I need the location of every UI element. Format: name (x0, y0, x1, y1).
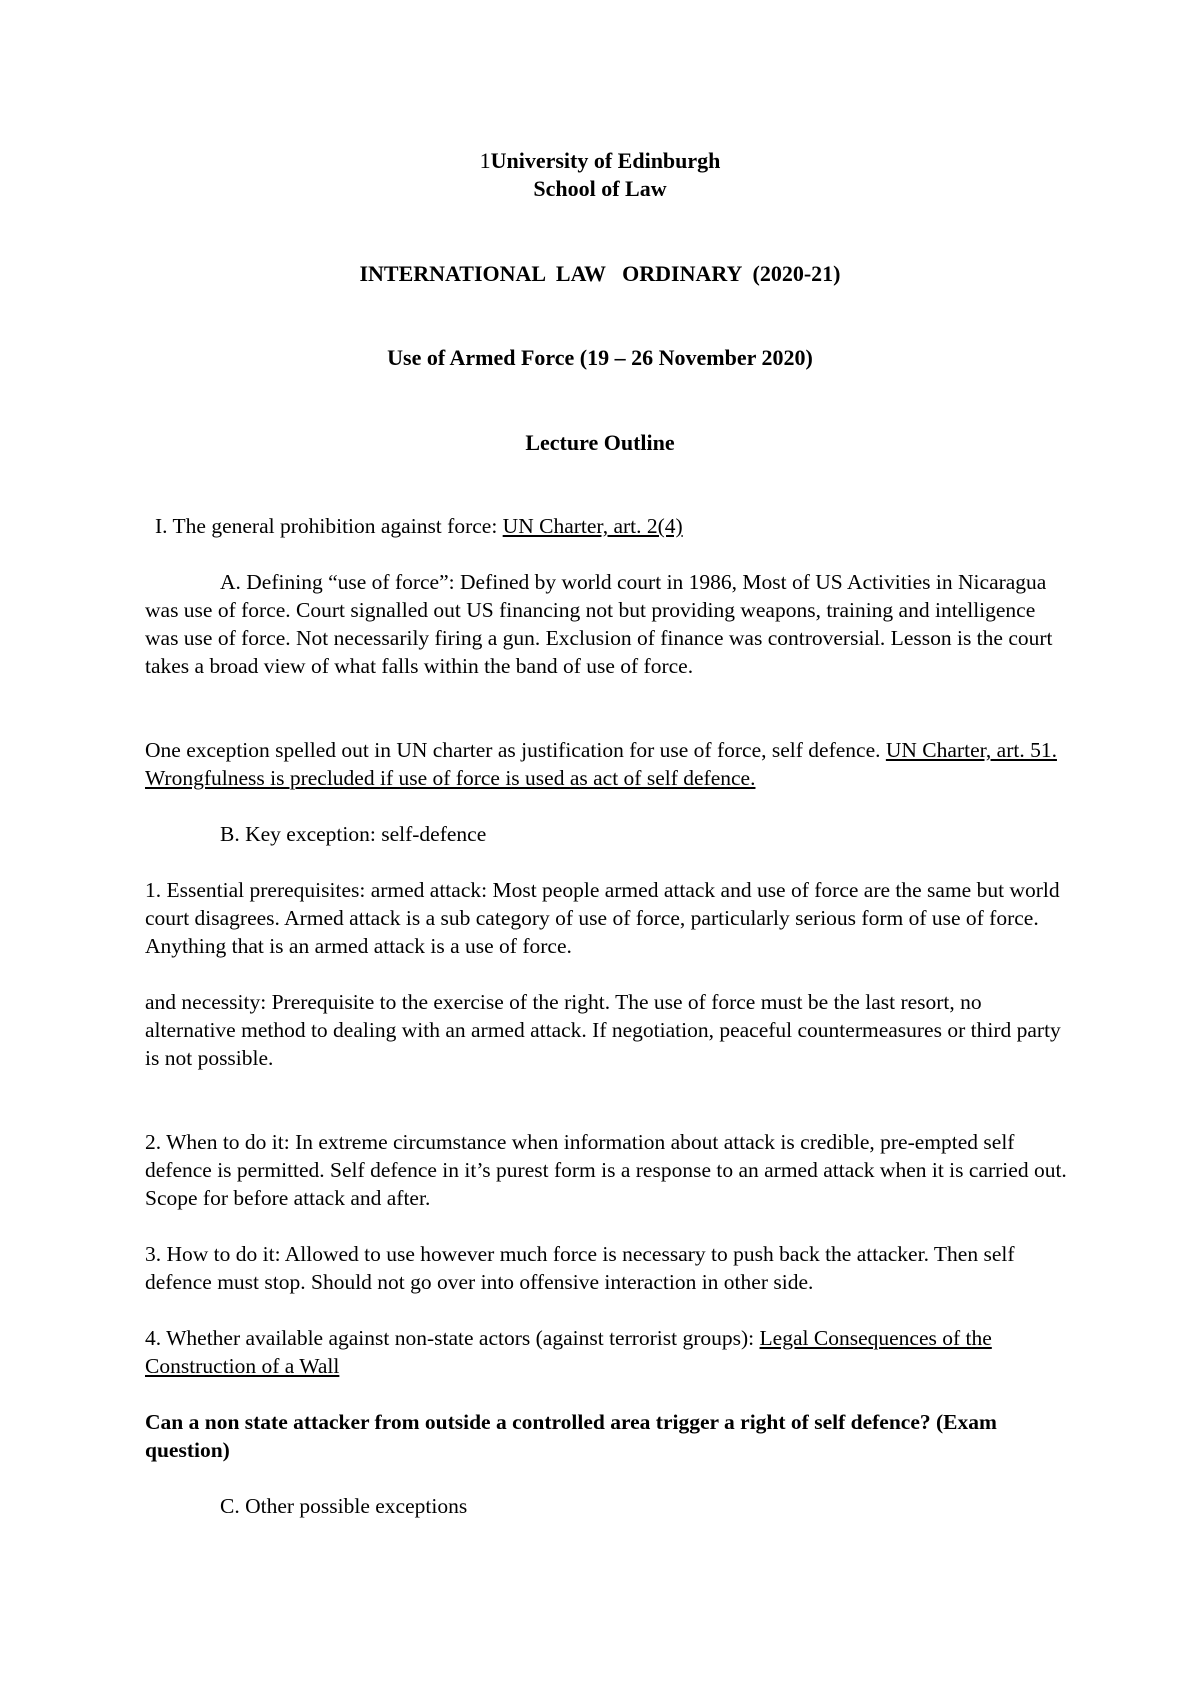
footnote-marker: 1 (479, 148, 491, 173)
exception-paragraph (145, 736, 1070, 792)
section-1-text: I. The general prohibition against force: (155, 514, 503, 538)
lecture-outline-title: Lecture Outline (525, 430, 675, 455)
non-state-actors-paragraph (145, 1324, 1070, 1380)
un-charter-art-51-link[interactable]: UN Charter, art. 51. Wrongfulness is precluded if use of force is used as act of self defence. (145, 738, 1057, 790)
university-heading (0, 147, 1200, 175)
non-state-actors-text: 4. Whether available against non-state actors (against terrorist groups): (145, 1326, 760, 1350)
un-charter-art-2-4-link[interactable]: UN Charter, art. 2(4) (502, 514, 683, 538)
section-1a-paragraph: A. Defining “use of force”: Defined by world court in 1986, Most of US Activities in Nicaragua was use of force. Court signalled out US financing not but providing weapons, training and intelligence was use of force. Not necessarily firing a gun. Exclusion of finance was controversial. Lesson is the court takes a broad view of what falls within the band of use of force. (145, 570, 1053, 678)
exam-question: Can a non state attacker from outside a controlled area trigger a right of self defence? (Exam question) (145, 1410, 997, 1462)
exception-text: One exception spelled out in UN charter as justification for use of force, self defence. (145, 738, 886, 762)
topic-title: Use of Armed Force (19 – 26 November 2020) (387, 345, 813, 370)
when-to-do-it-paragraph: 2. When to do it: In extreme circumstance when information about attack is credible, pre-empted self defence is permitted. Self defence in it’s purest form is a response to an armed attack when it is carried out. Scope for before attack and after. (145, 1130, 1067, 1210)
section-1c-heading: C. Other possible exceptions (220, 1494, 468, 1518)
section-1b-heading: B. Key exception: self-defence (220, 822, 487, 846)
prerequisites-paragraph: 1. Essential prerequisites: armed attack: Most people armed attack and use of force are the same but world court disagrees. Armed attack is a sub category of use of force, particularly serious form of use of force. Anything that is an armed attack is a use of force. (145, 878, 1060, 958)
section-1-heading (155, 512, 1080, 540)
how-to-do-it-paragraph: 3. How to do it: Allowed to use however much force is necessary to push back the attacker. Then self defence must stop. Should not go over into offensive interaction in other side. (145, 1242, 1015, 1294)
necessity-paragraph: and necessity: Prerequisite to the exercise of the right. The use of force must be the last resort, no alternative method to dealing with an armed attack. If negotiation, peaceful countermeasures or third party is not possible. (145, 990, 1061, 1070)
course-title: INTERNATIONAL LAW ORDINARY (2020-21) (359, 261, 841, 286)
legal-consequences-link[interactable]: Legal Consequences of the Construction of a Wall (145, 1326, 992, 1378)
university-name: University of Edinburgh (490, 148, 721, 173)
school-name: School of Law (533, 176, 667, 201)
